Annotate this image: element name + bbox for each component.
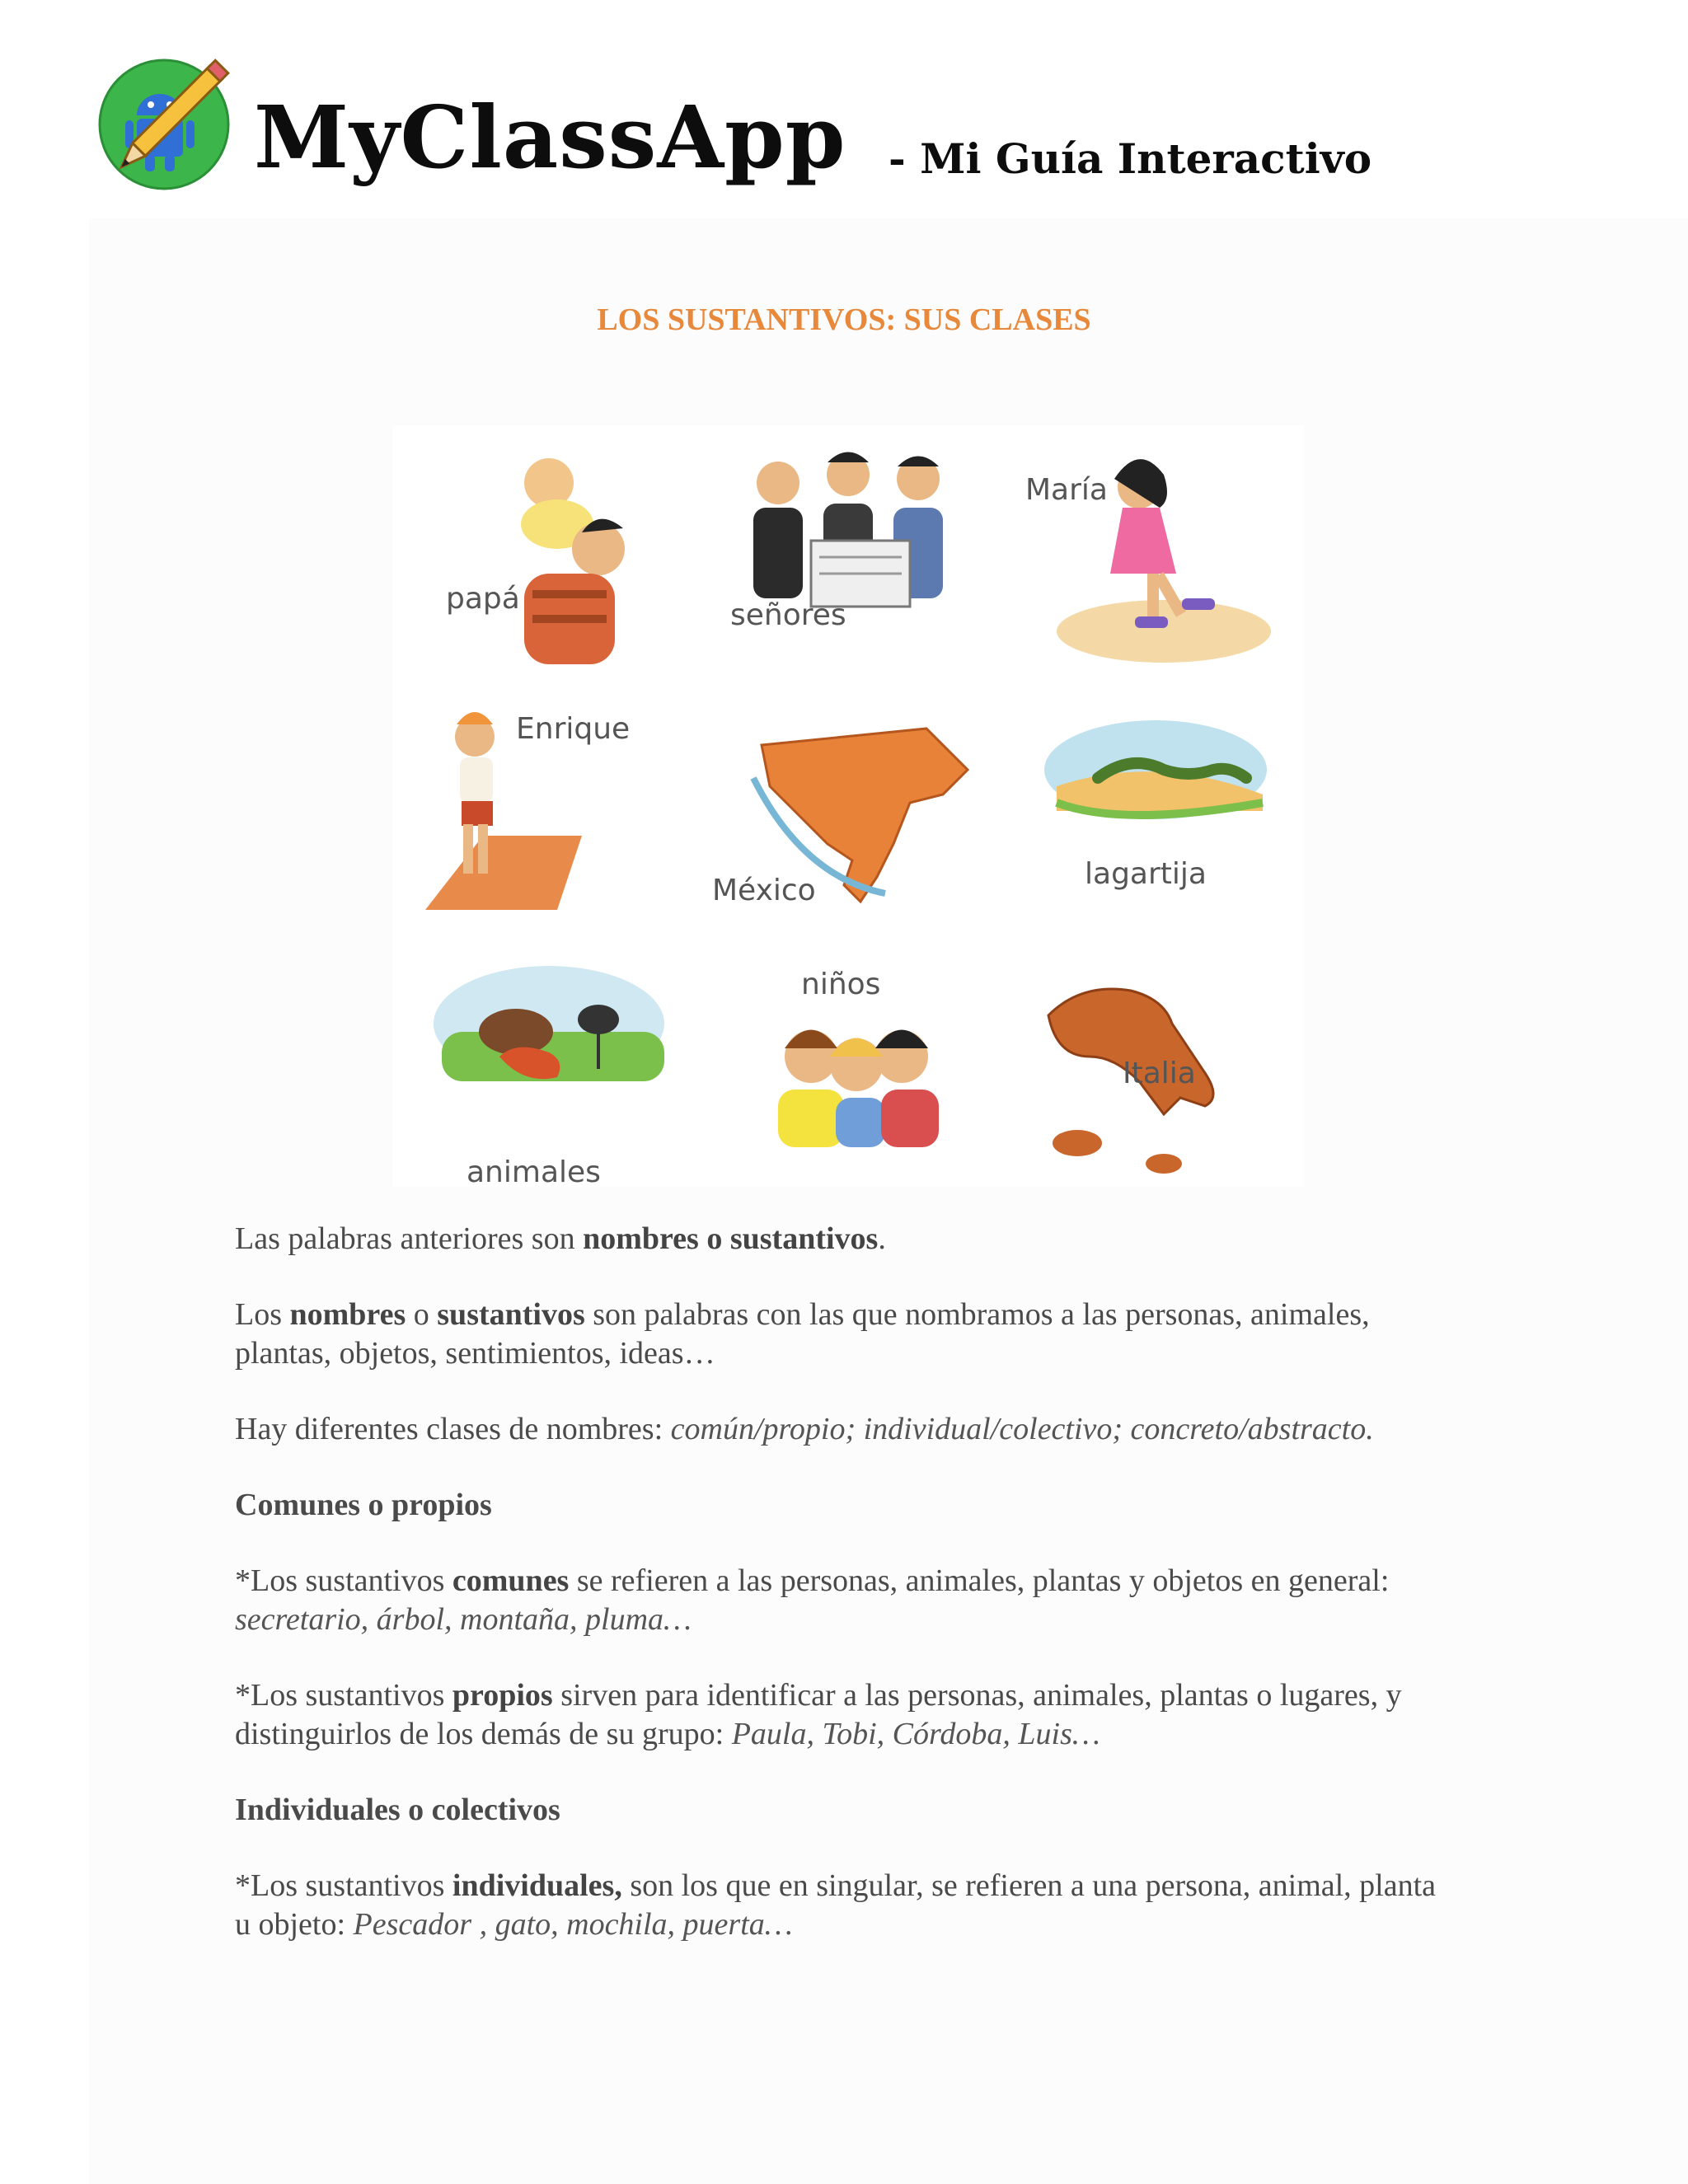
paragraph-comunes: *Los sustantivos comunes se refieren a las personas, animales, plantas y objetos en general: secretario, árbol, montaña, pluma… [235,1563,1390,1637]
app-header [97,58,1498,198]
label-papa: papá [446,582,520,616]
label-mexico: México [712,874,816,907]
label-senores: señores [730,598,846,632]
papa-picture [392,425,696,679]
paragraph-individuales: *Los sustantivos individuales, son los que en singular, se refieren a una persona, animal, planta u objeto: Pescador , gato, mochila, puerta… [235,1868,1437,1942]
italia-picture [999,933,1302,1187]
maria-picture [999,425,1302,679]
label-lagartija: lagartija [1085,857,1207,891]
brand-name: MyClassApp [254,87,846,188]
label-italia: Italia [1123,1057,1196,1090]
label-maria: María [1025,473,1108,507]
ninos-picture [696,933,999,1187]
label-animales: animales [467,1155,601,1189]
section-heading-individuales-colectivos: Individuales o colectivos [235,1793,560,1827]
android-pencil-logo-icon [97,58,231,191]
paragraph-2: Los nombres o sustantivos son palabras con las que nombramos a las personas, animales, plantas, objetos, sentimientos, ideas… [235,1297,1370,1371]
body-text [235,1220,1455,1981]
enrique-picture [392,679,696,933]
page-title: LOS SUSTANTIVOS: SUS CLASES [597,302,1091,337]
paragraph-3: Hay diferentes clases de nombres: común/propio; individual/colectivo; concreto/abstracto. [235,1412,1374,1446]
brand-subtitle: - Mi Guía Interactivo [889,134,1372,183]
paragraph-1: Las palabras anteriores son nombres o sustantivos. [235,1221,886,1256]
label-ninos: niños [801,968,881,1001]
lagartija-picture [999,679,1302,933]
paragraph-propios: *Los sustantivos propios sirven para identificar a las personas, animales, plantas o lugares, y distinguirlos de los demás de su grupo: Paula, Tobi, Córdoba, Luis… [235,1678,1402,1751]
nouns-illustration [392,425,1304,1187]
animales-picture [392,933,696,1187]
section-heading-comunes-propios: Comunes o propios [235,1488,492,1522]
mexico-picture [696,679,999,933]
label-enrique: Enrique [516,712,631,746]
senores-picture [696,425,999,679]
